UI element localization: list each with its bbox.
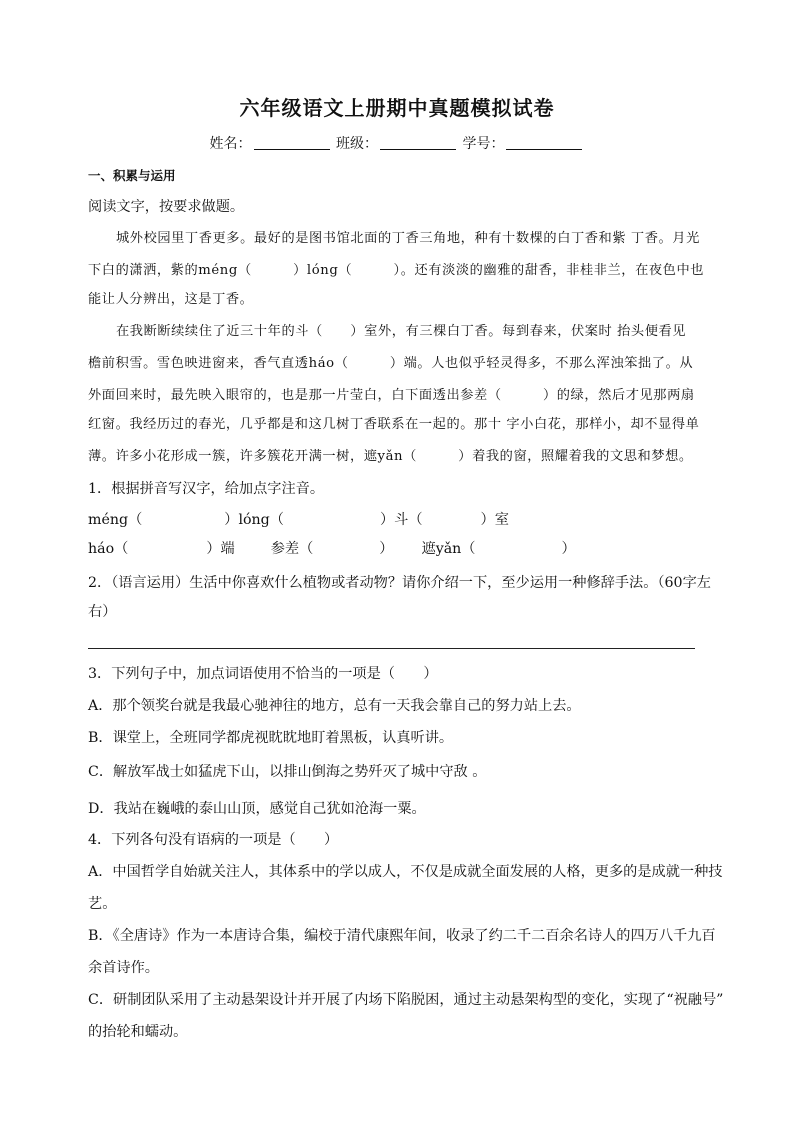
pinyin-blank-hao: háo（ bbox=[88, 541, 129, 557]
answer-line[interactable] bbox=[88, 648, 695, 649]
number-blank bbox=[506, 137, 582, 150]
passage-line: 檐前积雪。雪色映进窗来，香气直透háo（ ）端。人也似乎轻灵得多，不那么浑浊笨拙了。从 bbox=[88, 356, 694, 371]
question-1-row-2 bbox=[88, 539, 576, 559]
cenci-close: ） bbox=[379, 541, 394, 557]
question-3-option-a: A．那个领奖台就是我最心驰神往的地方，总有一天我会靠自己的努力站上去。 bbox=[88, 698, 581, 714]
question-4-option-a: A．中国哲学自始就关注人，其体系中的学以成人，不仅是成就全面发展的人格，更多的是成就一种技 bbox=[88, 864, 723, 880]
question-3-option-d: D．我站在巍峨的泰山山顶，感觉自己犹如沧海一粟。 bbox=[88, 801, 426, 817]
passage-line: 薄。许多小花形成一簇，许多簇花开满一树，遮yǎn（ ）着我的窗，照耀着我的文思和梦想。 bbox=[88, 449, 693, 464]
number-label: 学号： bbox=[462, 136, 505, 152]
question-1-stem: 1．根据拼音写汉字，给加点字注音。 bbox=[88, 481, 325, 497]
question-2-line-1: 2．（语言运用）生活中你喜欢什么植物或者动物？请你介绍一下，至少运用一种修辞手法。（60字左 bbox=[88, 575, 711, 591]
passage-line: 红窗。我经历过的春光，几乎都是和这几树丁香联系在一起的。那十 字小白花，那样小，却不显得单 bbox=[88, 417, 700, 432]
pinyin-blank-long: ）lóng（ bbox=[224, 512, 284, 528]
question-4-option-b: B．《全唐诗》作为一本唐诗合集，编校于清代康熙年间，收录了约二千二百余名诗人的四万八千九百 bbox=[88, 928, 716, 944]
name-label: 姓名： bbox=[209, 136, 252, 152]
class-label: 班级： bbox=[336, 136, 378, 152]
pinyin-blank-yan: 遮yǎn（ bbox=[421, 541, 476, 557]
section-heading: 一、积累与运用 bbox=[88, 168, 176, 183]
student-info-row bbox=[0, 133, 794, 153]
question-4-option-a-cont: 艺。 bbox=[88, 896, 117, 912]
question-3-option-b: B．课堂上，全班同学都虎视眈眈地盯着黑板，认真听讲。 bbox=[88, 730, 454, 746]
yan-close: ） bbox=[561, 541, 576, 557]
question-4-option-c: C．研制团队采用了主动悬架设计并开展了内场下陷脱困，通过主动悬架构型的变化，实现了“祝融号” bbox=[88, 992, 724, 1008]
question-1-row-1 bbox=[88, 510, 509, 530]
question-3-stem: 3．下列句子中，加点词语使用不恰当的一项是（ ） bbox=[88, 666, 438, 682]
dot-char-dou: ）斗（ bbox=[379, 512, 423, 528]
question-2-line-2: 右） bbox=[88, 604, 117, 620]
hao-duan: ）端 bbox=[206, 541, 235, 557]
passage-line: 能让人分辨出，这是丁香。 bbox=[88, 292, 254, 307]
question-4-option-c-cont: 的抬轮和蠕动。 bbox=[88, 1024, 188, 1040]
page-title: 六年级语文上册期中真题模拟试卷 bbox=[239, 96, 555, 120]
question-4-option-b-cont: 余首诗作。 bbox=[88, 960, 159, 976]
pinyin-blank-meng: méng（ bbox=[88, 512, 143, 528]
class-blank bbox=[380, 137, 456, 150]
passage-line: 外面回来时，最先映入眼帘的，也是那一片莹白，白下面透出参差（ ）的绿，然后才见那两扇 bbox=[88, 388, 695, 403]
passage-line: 在我断断续续住了近三十年的斗（ ）室外，有三棵白丁香。每到春来，伏案时 抬头便看见 bbox=[116, 324, 687, 339]
instruction: 阅读文字，按要求做题。 bbox=[88, 199, 245, 215]
passage-line: 下白的潇洒，紫的méng（ ）lóng（ ）。还有淡淡的幽雅的甜香，非桂非兰，在夜色中也 bbox=[88, 263, 705, 278]
question-3-option-c: C．解放军战士如猛虎下山，以排山倒海之势歼灭了城中守敌 。 bbox=[88, 764, 487, 780]
dot-word-cenci: 参差（ bbox=[270, 541, 314, 557]
dot-char-shi: ）室 bbox=[480, 512, 509, 528]
passage-line: 城外校园里丁香更多。最好的是图书馆北面的丁香三角地，种有十数棵的白丁香和紫 丁香。月光 bbox=[116, 231, 700, 246]
question-4-stem: 4．下列各句没有语病的一项是（ ） bbox=[88, 832, 339, 848]
name-blank bbox=[254, 137, 330, 150]
